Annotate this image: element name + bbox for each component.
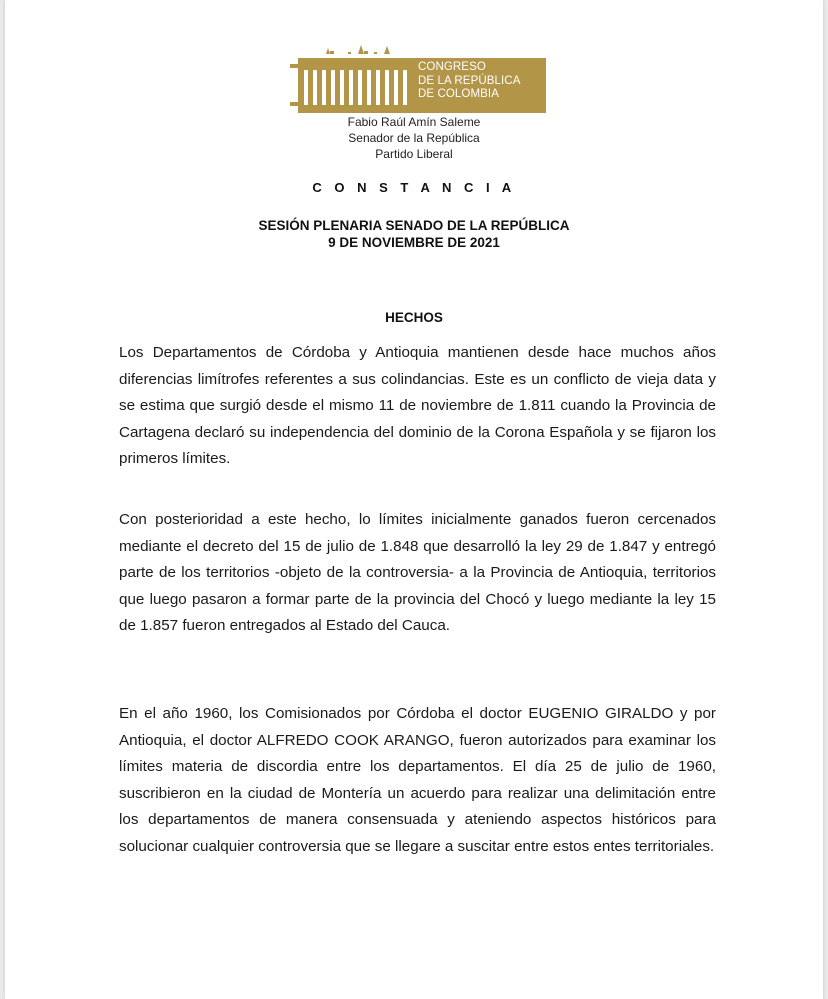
author-party: Partido Liberal	[375, 147, 453, 161]
author-block	[5, 114, 823, 162]
logo-line-3: DE COLOMBIA	[418, 88, 499, 100]
paragraph: Los Departamentos de Córdoba y Antioquia mantienen desde hace muchos años diferencias limítrofes referentes a sus colindancias. Este es un conflicto de vieja data y se estima que surgió desde el mismo 11 de noviembre de 1.811 cuando la Provincia de Cartagena declaró su independencia del dominio de la Corona Española y se fijaron los primeros límites.	[119, 344, 716, 468]
author-name: Fabio Raúl Amín Saleme	[347, 115, 481, 129]
session-line-2: 9 DE NOVIEMBRE DE 2021	[328, 235, 500, 250]
logo-text	[418, 61, 520, 102]
author-role: Senador de la República	[348, 131, 480, 145]
session-line-1: SESIÓN PLENARIA SENADO DE LA REPÚBLICA	[258, 218, 570, 233]
session-title	[5, 217, 823, 251]
logo-line-2: DE LA REPÚBLICA	[418, 74, 521, 87]
document-page	[5, 0, 823, 999]
paragraph: En el año 1960, los Comisionados por Córdoba el doctor EUGENIO GIRALDO y por Antioquia, el doctor ALFREDO COOK ARANGO, fueron autorizados para examinar los límites materia de discordia entre los departamentos. El día 25 de julio de 1960, suscribieron en la ciudad de Montería un acuerdo para realizar una delimitación entre los departamentos de manera consensuada y ateniendo aspectos históricos para solucionar cualquier controversia que se llegare a suscitar entre estos entes territoriales.	[119, 705, 716, 855]
logo-line-1: CONGRESO	[418, 61, 486, 73]
document-type-heading: C O N S T A N C I A	[312, 180, 516, 195]
section-heading: HECHOS	[385, 310, 443, 325]
paragraph: Con posterioridad a este hecho, lo límites inicialmente ganados fueron cercenados mediante el decreto del 15 de julio de 1.848 que desarrolló la ley 29 de 1.847 y entregó parte de los territorios -objeto de la controversia- a la Provincia de Antioquia, territorios que luego pasaron a formar parte de la provincia del Chocó y luego mediante la ley 15 de 1.857 fueron entregados al Estado del Cauca.	[119, 511, 716, 635]
